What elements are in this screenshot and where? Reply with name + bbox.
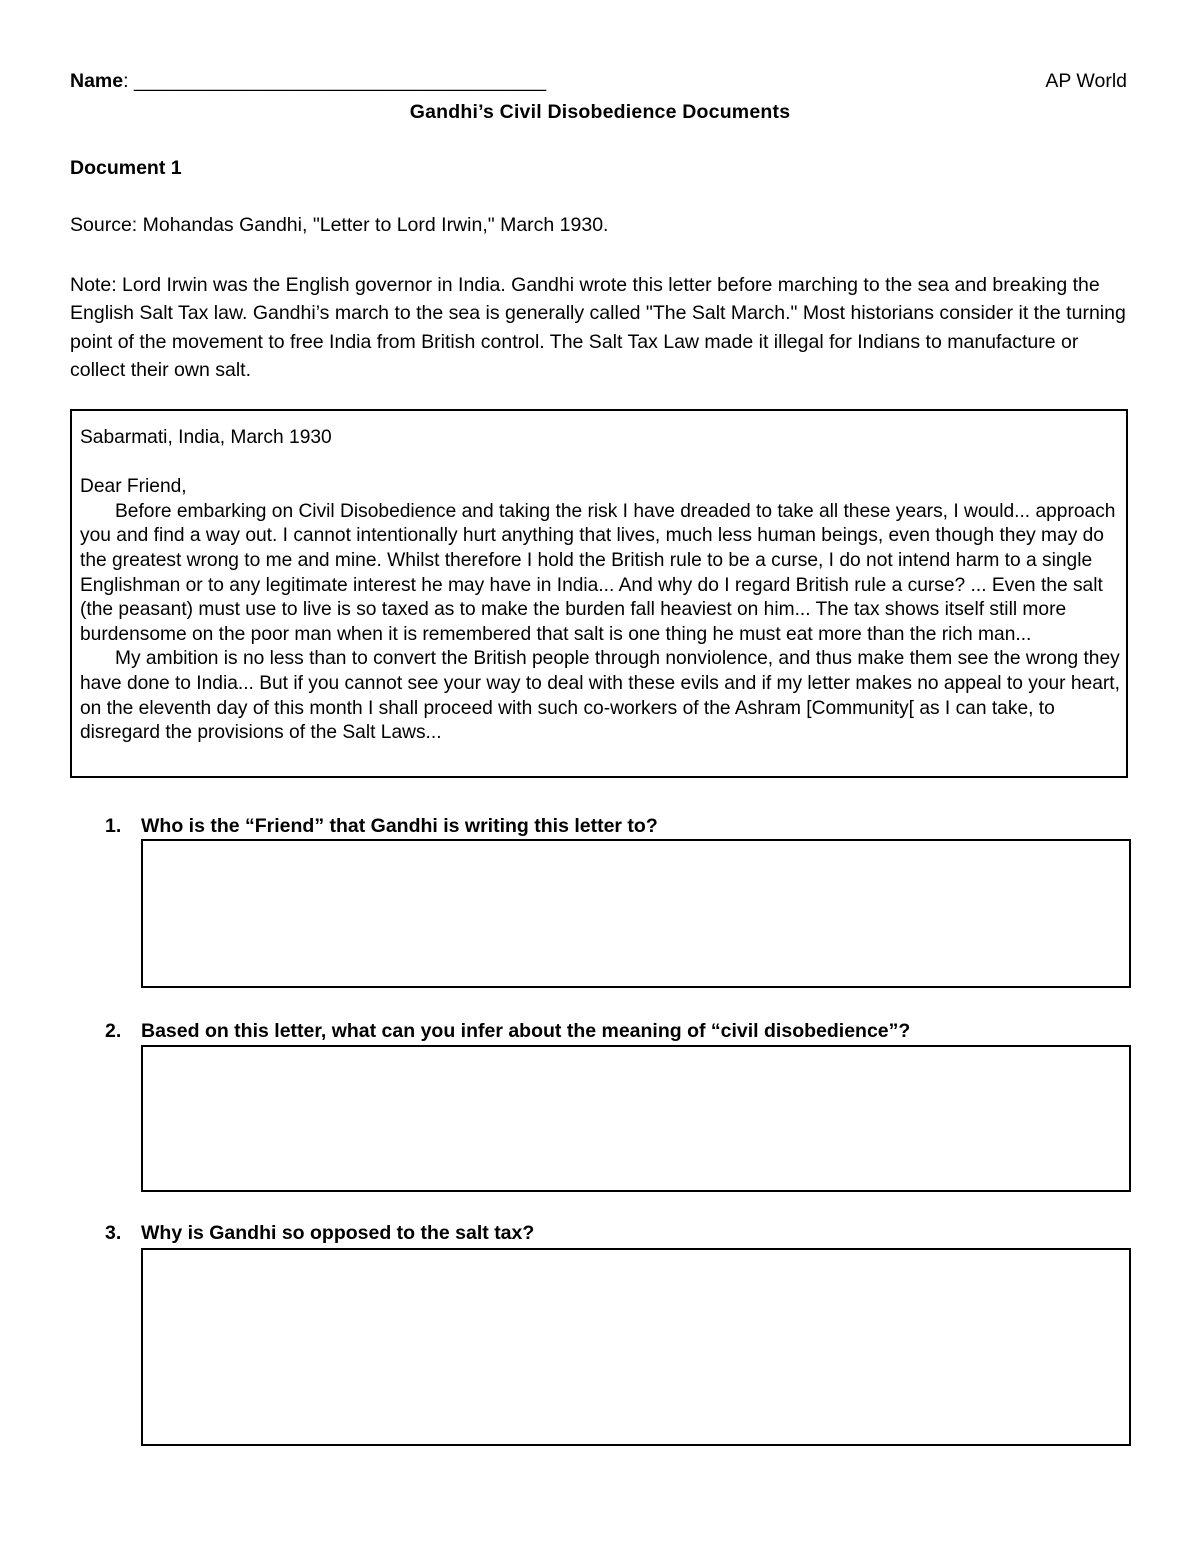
name-blank[interactable]: : ______________________________________ [123,70,547,92]
question-2-text: Based on this letter, what can you infer about the meaning of “civil disobedience”? [141,1020,911,1042]
letter-paragraph-1: Before embarking on Civil Disobedience and taking the risk I have dreaded to take all these years, I would... approach you and find a way out. I cannot intentionally hurt anything that lives, much less human beings, even though they may do the greatest wrong to me and mine. Whilst therefore I hold the British rule to be a curse, I do not intend harm to a single Englishman or to any legitimate interest he may have in India... And why do I regard British rule a curse? ... Even the salt (the peasant) must use to live is so taxed as to make the burden fall heaviest on him... The tax shows itself still more burdensome on the poor man when it is remembered that salt is one thing he must eat more than the rich man... [80,500,1116,645]
answer-box-2[interactable] [141,1045,1131,1192]
letter-place-date: Sabarmati, India, March 1930 [80,427,332,448]
question-2 [105,1020,910,1043]
question-1-number: 1. [105,815,122,837]
letter-paragraph-2: My ambition is no less than to convert the British people through nonviolence, and thus make them see the wrong they have done to India... But if you cannot see your way to deal with these evils and if my letter makes no appeal to your heart, on the eleventh day of this month I shall proceed with such co-workers of the Ashram [Community[ as I can take, to disregard the provisions of the Salt Laws... [80,648,1120,744]
page-title: Gandhi’s Civil Disobedience Documents [409,101,791,123]
document-source: Source: Mohandas Gandhi, "Letter to Lord Irwin," March 1930. [70,214,609,236]
letter-text [80,426,1122,746]
letter-salutation: Dear Friend, [80,476,187,498]
question-1-text: Who is the “Friend” that Gandhi is writing this letter to? [141,815,658,837]
answer-box-3[interactable] [141,1248,1131,1446]
question-3-text: Why is Gandhi so opposed to the salt tax? [141,1222,535,1244]
document-heading: Document 1 [70,157,182,179]
question-3 [105,1222,534,1245]
name-field[interactable] [70,70,546,93]
letter-excerpt-box [70,409,1128,778]
name-label: Name [70,70,124,92]
document-note: Note: Lord Irwin was the English governor in India. Gandhi wrote this letter before marching to the sea and breaking the English Salt Tax law. Gandhi’s march to the sea is generally called "The Salt March." Most historians consider it the turning point of the movement to free India from British control. The Salt Tax Law made it illegal for Indians to manufacture or collect their own salt. [70,274,1126,381]
course-label: AP World [1045,70,1127,92]
question-1 [105,815,658,838]
question-2-number: 2. [105,1020,122,1042]
answer-box-1[interactable] [141,839,1131,988]
question-3-number: 3. [105,1222,122,1244]
